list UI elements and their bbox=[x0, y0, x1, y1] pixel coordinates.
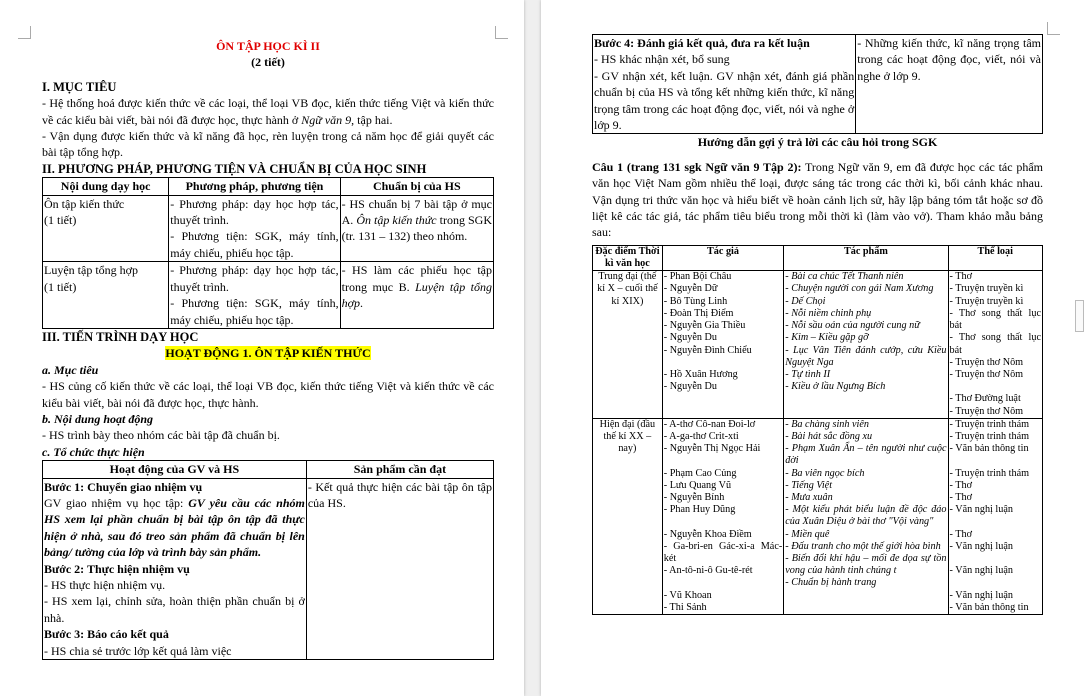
cell-line bbox=[664, 357, 783, 369]
step-text: - HS xem lại, chỉnh sửa, hoàn thiện phần chuẩn bị ở nhà. bbox=[44, 594, 305, 625]
cell-line: - Thơ song thất lục bát bbox=[949, 332, 1041, 356]
text-run: - Hệ thống hoá được kiến thức về các loại, thể loại VB đọc, kiến thức tiếng Việt và kiến thức về các kiểu bài viết, bài nói đã được học, thực hành ở bbox=[42, 96, 494, 127]
cell-line: - Phạm Cao Củng bbox=[663, 467, 737, 479]
cell-line: - Văn bản thông tin bbox=[949, 443, 1029, 455]
cell-line: - Truyện trinh thám bbox=[949, 418, 1030, 430]
cell-line: - Văn nghị luận bbox=[949, 565, 1013, 577]
page-content bbox=[592, 36, 1043, 615]
cell-line: - Thơ bbox=[949, 271, 972, 283]
cell-line: - Bài ca chúc Tết Thanh niên bbox=[785, 271, 904, 283]
step-heading: Bước 2: Thực hiện nhiệm vụ bbox=[44, 561, 190, 576]
cell-line: - Văn nghị luận bbox=[949, 540, 1013, 552]
step-text: - HS khác nhận xét, bổ sung bbox=[594, 52, 730, 67]
cell-line: - Mưa xuân bbox=[785, 491, 833, 503]
question-paragraph bbox=[592, 159, 1043, 241]
works-cell bbox=[784, 271, 948, 418]
table-cell bbox=[340, 195, 493, 262]
page-corner-mark bbox=[495, 26, 508, 39]
table-cell bbox=[169, 195, 340, 262]
cell-line: - Văn nghị luận bbox=[949, 589, 1013, 601]
document-title: ÔN TẬP HỌC KÌ II bbox=[216, 39, 320, 53]
table-cell bbox=[593, 35, 856, 134]
cell-line: - Dế Chọi bbox=[785, 295, 826, 307]
cell-line: - Truyện truyền kì bbox=[949, 295, 1024, 307]
table-row bbox=[593, 35, 1043, 134]
table-cell: - Những kiến thức, kĩ năng trọng tâm trong các hoạt động đọc, viết, nói và nghe ở lớp 9. bbox=[856, 35, 1043, 134]
document-page-right bbox=[541, 0, 1084, 696]
genres-cell bbox=[948, 418, 1043, 614]
cell-line: - Phạm Xuân Ẩn – tên người như cuộc đời bbox=[785, 443, 947, 467]
cell-line: - Nguyễn Dữ bbox=[663, 283, 718, 295]
cell-line: - Nguyễn Đình Chiểu bbox=[663, 344, 752, 356]
table-header-cell: Tác phẩm bbox=[784, 245, 948, 270]
cell-line: - Truyện thơ Nôm bbox=[949, 368, 1024, 380]
paragraph: - HS trình bày theo nhóm các bài tập đã chuẩn bị. bbox=[42, 428, 280, 443]
cell-line bbox=[664, 455, 783, 467]
cell-line: - Tiếng Việt bbox=[785, 479, 833, 491]
table-cell bbox=[43, 195, 169, 262]
cell-line bbox=[664, 577, 783, 589]
cell-line: - Truyện thơ Nôm bbox=[949, 405, 1024, 417]
step-text: - HS chia sẻ trước lớp kết quả làm việc bbox=[44, 643, 232, 658]
cell-line: - Hồ Xuân Hương bbox=[663, 368, 738, 380]
cell-text: Ôn tập kiến thức bbox=[356, 213, 437, 228]
subheading: c. Tổ chức thực hiện bbox=[42, 444, 145, 459]
subheading: b. Nội dung hoạt động bbox=[42, 411, 154, 426]
page-corner-mark bbox=[1047, 22, 1060, 35]
cell-line: - Đoàn Thị Điểm bbox=[663, 307, 734, 319]
cell-line: - Ba chàng sinh viên bbox=[785, 418, 869, 430]
step-heading: Bước 4: Đánh giá kết quả, đưa ra kết luận bbox=[594, 36, 810, 50]
cell-line: - Nguyễn Du bbox=[663, 332, 717, 344]
period-cell: Hiện đại (đầu thế kỉ XX – nay) bbox=[593, 418, 663, 614]
table-row bbox=[43, 478, 494, 659]
scrollbar-thumb[interactable] bbox=[1075, 300, 1084, 332]
highlighted-text: HOẠT ĐỘNG 1. ÔN TẬP KIẾN THỨC bbox=[165, 346, 371, 361]
table-header-cell: Phương pháp, phương tiện bbox=[169, 178, 340, 195]
cell-text: - HS làm các phiếu học tập trong mục B. bbox=[341, 263, 492, 294]
cell-line: - Thi Sảnh bbox=[663, 601, 707, 613]
cell-line: - Vũ Khoan bbox=[663, 589, 712, 601]
section-heading: III. TIẾN TRÌNH DẠY HỌC bbox=[42, 329, 199, 344]
cell-text: (1 tiết) bbox=[44, 279, 77, 294]
table-row bbox=[593, 271, 1043, 418]
text-run: GV yêu cầu các nhóm HS xem lại phần chuẩn bị bài tập ôn tập đã thực hiện ở nhà, sau đó treo sản phẩm đã chuẩn bị lên bảng/ tường của lớp và trình bày sản phẩm. bbox=[44, 495, 305, 560]
cell-text: Ôn tập kiến thức bbox=[44, 196, 125, 211]
section-heading: I. MỤC TIÊU bbox=[42, 79, 117, 94]
cell-text: Luyện tập tổng hợp bbox=[44, 263, 138, 278]
subheading: a. Mục tiêu bbox=[42, 362, 99, 377]
paragraph: - HS củng cố kiến thức về các loại, thể loại VB đọc, kiến thức tiếng Việt và kiến thức về các kiểu bài viết, bài nói đã được học, thực hành. bbox=[42, 379, 494, 410]
cell-line bbox=[950, 455, 1042, 467]
question-label: Câu 1 (trang 131 sgk Ngữ văn 9 Tập 2): bbox=[592, 159, 802, 174]
page-corner-mark bbox=[18, 26, 31, 39]
cell-text: Luyện tập tổng hợp bbox=[341, 279, 493, 311]
table-row bbox=[43, 195, 494, 262]
step-text bbox=[44, 496, 305, 559]
authors-cell bbox=[662, 271, 784, 418]
cell-line: - Ga-bri-en Gác-xi-a Mác-két bbox=[663, 540, 783, 564]
cell-text: - Phương pháp: dạy học hợp tác, thuyết trình. bbox=[170, 263, 339, 294]
cell-line: - Bài hát sắc đồng xu bbox=[785, 430, 873, 442]
table-row bbox=[43, 262, 494, 329]
table-header-row bbox=[593, 245, 1043, 270]
cell-line: - Đấu tranh cho một thế giới hòa bình bbox=[785, 540, 941, 552]
table-row bbox=[593, 418, 1043, 614]
document-subtitle: (2 tiết) bbox=[251, 55, 285, 70]
cell-line: - Thơ bbox=[949, 528, 972, 540]
cell-line: - Ba viên ngọc bích bbox=[785, 467, 865, 479]
cell-line: - A-thơ Cô-nan Đoi-lơ bbox=[663, 418, 756, 430]
cell-text: (1 tiết) bbox=[44, 213, 77, 228]
table-header-cell: Hoạt động của GV và HS bbox=[43, 461, 307, 478]
cell-line: - Kim – Kiều gặp gỡ bbox=[785, 332, 869, 344]
cell-line bbox=[664, 516, 783, 528]
cell-line: - Truyện truyền kì bbox=[949, 283, 1024, 295]
table-header-cell: Chuẩn bị của HS bbox=[340, 178, 493, 195]
step-heading: Bước 1: Chuyển giao nhiệm vụ bbox=[44, 479, 203, 494]
cell-line: - Bô Tùng Linh bbox=[663, 295, 728, 307]
cell-line: - Thơ Đường luật bbox=[949, 393, 1021, 405]
text-run: Ngữ văn 9 bbox=[301, 112, 352, 127]
cell-line bbox=[950, 381, 1042, 393]
cell-line: - Nỗi sầu oán của người cung nữ bbox=[785, 320, 920, 332]
activity-table-continued bbox=[592, 34, 1043, 134]
table-cell: - Kết quả thực hiện các bài tập ôn tập của HS. bbox=[306, 478, 493, 659]
cell-line: - Thơ song thất lục bát bbox=[949, 307, 1041, 332]
cell-line: - Chuẩn bị hành trang bbox=[785, 577, 877, 589]
table-header-cell: Nội dung dạy học bbox=[43, 178, 169, 195]
table-cell bbox=[43, 262, 169, 329]
cell-line: - Nguyễn Bính bbox=[663, 491, 725, 503]
literature-table bbox=[592, 245, 1043, 615]
cell-line: - Chuyện người con gái Nam Xương bbox=[785, 283, 934, 295]
cell-line: - Một kiểu phát biểu luận đề độc đáo của Xuân Diệu ở bài thơ "Vội vàng" bbox=[785, 504, 947, 528]
table-header-cell: Tác giả bbox=[662, 245, 784, 270]
cell-line: - Thơ bbox=[949, 491, 972, 503]
cell-line: - Văn nghị luận bbox=[949, 504, 1013, 516]
text-run: , tập hai. bbox=[351, 112, 393, 127]
cell-text: trong SGK (tr. 131 – 132) theo nhóm. bbox=[341, 213, 492, 244]
cell-line: - Nguyễn Du bbox=[663, 381, 717, 393]
cell-line bbox=[950, 553, 1042, 565]
table-header-cell: Đặc điểm Thời kì văn học bbox=[593, 245, 663, 270]
cell-text: - HS chuẩn bị 7 bài tập ở mục A. bbox=[341, 196, 492, 228]
cell-text: - Phương tiện: SGK, máy tính, máy chiếu, phiếu học tập. bbox=[170, 296, 339, 327]
cell-line: - Phan Bội Châu bbox=[663, 271, 732, 283]
table-cell bbox=[340, 262, 493, 329]
table-header-cell: Thể loại bbox=[948, 245, 1043, 270]
step-text: - HS thực hiện nhiệm vụ. bbox=[44, 578, 166, 592]
cell-line: - Nguyễn Gia Thiều bbox=[663, 320, 746, 332]
section-heading: II. PHƯƠNG PHÁP, PHƯƠNG TIỆN VÀ CHUẨN BỊ CỦA HỌC SINH bbox=[42, 161, 427, 176]
cell-line: - Lưu Quang Vũ bbox=[663, 479, 732, 491]
cell-line: - Phan Huy Dũng bbox=[663, 504, 736, 516]
methods-table bbox=[42, 177, 494, 329]
cell-line: - An-tô-ni-ô Gu-tê-rét bbox=[663, 565, 753, 577]
step-text: - GV nhận xét, kết luận. GV nhận xét, đánh giá phần chuẩn bị của HS và tổng kết những kiến thức, kĩ năng trọng tâm trong các hoạt động đọc, viết, nói và nghe ở lớp 9. bbox=[594, 68, 855, 133]
cell-text: . bbox=[360, 296, 364, 311]
guide-heading: Hướng dẫn gợi ý trả lời các câu hỏi trong SGK bbox=[697, 135, 938, 150]
cell-line: - Truyện trinh thám bbox=[949, 467, 1030, 479]
cell-line: - Kiều ở lầu Ngưng Bích bbox=[785, 381, 886, 393]
cell-line: - Lục Vân Tiên đánh cướp, cứu Kiều Nguyệt Nga bbox=[785, 344, 947, 368]
authors-cell bbox=[662, 418, 784, 614]
question-text: Trong Ngữ văn 9, em đã được học các tác phẩm văn học Việt Nam gồm nhiều thể loại, được sáng tác trong các thời kì, bối cảnh khác nhau. Vận dụng tri thức văn học và hiểu biết về hoàn cảnh lịch sử, hãy lập bảng tóm tắt hoặc sơ đồ liệt kê các tác giả, tác phẩm tiêu biểu trong mỗi thời kì (làm vào vở). Tham khảo mẫu bảng sau: bbox=[592, 159, 1044, 240]
page-content bbox=[42, 38, 494, 660]
table-header-cell: Sản phẩm cần đạt bbox=[306, 461, 493, 478]
cell-line: - Thơ bbox=[949, 479, 972, 491]
cell-line: - Nỗi niềm chinh phụ bbox=[785, 307, 872, 319]
paragraph: - Vận dụng được kiến thức và kĩ năng đã học, rèn luyện trong cả năm học để giải quyết các bài tập tổng hợp. bbox=[42, 129, 494, 160]
document-page-left bbox=[0, 0, 524, 696]
cell-line: - Truyện thơ Nôm bbox=[949, 356, 1024, 368]
table-cell bbox=[43, 478, 307, 659]
activity-table bbox=[42, 460, 494, 660]
cell-line: - Tự tình II bbox=[785, 368, 831, 380]
table-header-row bbox=[43, 461, 494, 478]
cell-text: - Phương pháp: dạy học hợp tác, thuyết trình. bbox=[170, 196, 339, 228]
step-heading: Bước 3: Báo cáo kết quả bbox=[44, 627, 169, 642]
cell-line: - Nguyễn Thị Ngọc Hải bbox=[663, 443, 761, 455]
cell-line: - Văn bản thông tin bbox=[949, 601, 1029, 613]
cell-line bbox=[950, 516, 1042, 528]
period-cell: Trung đại (thế kỉ X – cuối thế kỉ XIX) bbox=[593, 271, 663, 418]
cell-line: - Biến đổi khí hậu – mối đe dọa sự tồn vong của hành tinh chúng t bbox=[785, 552, 947, 577]
table-cell bbox=[169, 262, 340, 329]
cell-line: - Miền quê bbox=[785, 528, 830, 540]
paragraph bbox=[42, 95, 494, 128]
works-cell bbox=[784, 418, 948, 614]
cell-line bbox=[950, 577, 1042, 589]
cell-line: - Truyện trinh thám bbox=[949, 430, 1030, 442]
table-header-row bbox=[43, 178, 494, 195]
cell-line: - Nguyễn Khoa Điềm bbox=[663, 528, 752, 540]
cell-text: - Phương tiện: SGK, máy tính, máy chiếu, phiếu học tập. bbox=[170, 229, 339, 260]
activity-heading bbox=[42, 345, 494, 361]
genres-cell bbox=[948, 271, 1043, 418]
cell-line: - A-ga-thơ Crit-xti bbox=[663, 430, 739, 442]
text-run: GV giao nhiệm vụ học tập: bbox=[44, 495, 189, 510]
